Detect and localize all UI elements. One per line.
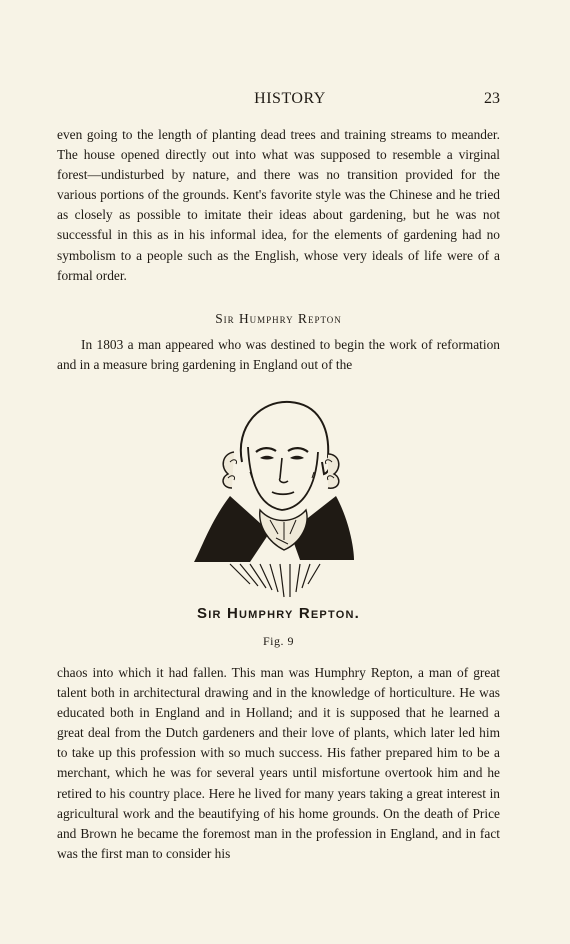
figure-caption: Sir Humphry Repton. xyxy=(197,605,360,622)
paragraph-repton-intro: In 1803 a man appeared who was destined to begin the work of reformation and in a measure bring gardening in England out of the xyxy=(57,337,500,373)
page-number: 23 xyxy=(484,90,500,107)
body-text-middle xyxy=(57,335,500,375)
body-text-top xyxy=(57,125,500,286)
page-header xyxy=(80,90,500,112)
section-heading: Sir Humphry Repton xyxy=(215,311,342,326)
running-title: HISTORY xyxy=(254,90,326,107)
paragraph-kent: even going to the length of planting dead trees and training streams to meander. The house opened directly out into what was supposed to resemble a virginal forest—undisturbed by nature, and there was no transition provided for the various portions of the grounds. Kent's favorite style was the Chinese and he tried as closely as possible to imitate their ideas about gardening, but he was not successful in this as in his informal idea, for the elements of gardening had no symbolism to a people such as the English, whose very ideals of life were of a formal order. xyxy=(57,127,500,283)
repton-portrait-illustration xyxy=(190,392,355,602)
figure-label: Fig. 9 xyxy=(262,634,294,648)
paragraph-repton-biography: chaos into which it had fallen. This man was Humphry Repton, a man of great talent both in architectural drawing and in the knowledge of horticulture. He was educated both in England and in Holland; and it is supposed that he learned a great deal from the Dutch gardeners and their love of plants, which later led him to take up this profession with so much success. His father prepared him to be a merchant, which he was for several years until misfortune overtook him and he retired to his country place. Here he lived for many years taking a great interest in agricultural work and the beautifying of his home grounds. On the death of Price and Brown he became the foremost man in the profession in England, and in fact was the first man to consider his xyxy=(57,665,500,861)
body-text-bottom xyxy=(57,663,500,864)
